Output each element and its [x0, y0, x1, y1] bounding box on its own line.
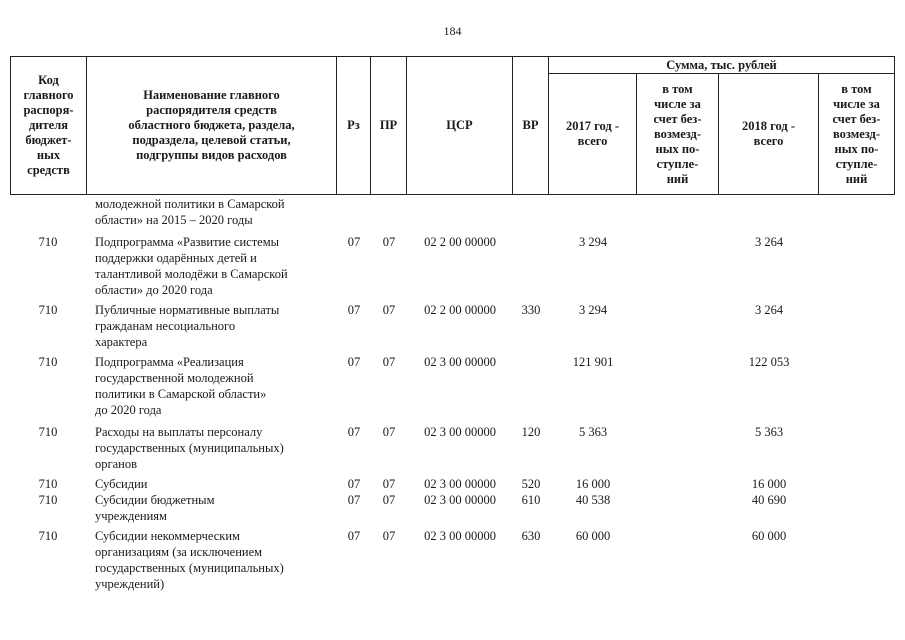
header-line: возмезд-: [832, 126, 881, 141]
cell-rz: 07: [347, 493, 361, 507]
header-kod: [11, 57, 87, 194]
cell-rz: 07: [347, 235, 361, 249]
header-total-2018: [719, 74, 819, 194]
header-sum-title: Сумма, тыс. рублей: [549, 57, 894, 74]
cell-rz: 07: [347, 477, 361, 491]
cell-csr: 02 2 00 00000: [424, 303, 496, 317]
cell-csr: 02 3 00 00000: [424, 355, 496, 369]
name-line: Расходы на выплаты персоналу: [95, 425, 263, 439]
header-total-2017: [549, 74, 637, 194]
cell-csr: 02 3 00 00000: [424, 425, 496, 439]
header-line: всего: [577, 134, 608, 148]
cell-csr: 02 3 00 00000: [424, 493, 496, 507]
cell-csr: 02 3 00 00000: [424, 477, 496, 491]
header-line: ступле-: [656, 156, 699, 171]
cell-rz: 07: [347, 355, 361, 369]
header-line: Наименование главного: [143, 88, 280, 102]
header-line: средств: [27, 163, 70, 177]
header-line: числе за: [654, 96, 701, 111]
cell-kod: 710: [38, 529, 58, 543]
header-line: распоря-: [23, 103, 74, 117]
cell-kod: 710: [38, 303, 58, 317]
name-line: характера: [95, 335, 148, 349]
cell-pr: 07: [382, 493, 396, 507]
name-line: области» на 2015 – 2020 годы: [95, 213, 253, 227]
header-csr: ЦСР: [407, 57, 513, 194]
header-line: Код: [38, 73, 59, 87]
cell-sum-2017: 60 000: [575, 529, 611, 543]
cell-pr: 07: [382, 425, 396, 439]
cell-sum-2017: 3 294: [578, 235, 608, 249]
cell-name: [95, 528, 340, 592]
header-line: 2018 год -: [742, 119, 795, 133]
cell-name: [95, 476, 340, 492]
cell-pr: 07: [382, 355, 396, 369]
header-incl-2017: [637, 74, 719, 194]
header-line: распорядителя средств: [146, 103, 277, 117]
cell-name: [95, 424, 340, 472]
cell-pr: 07: [382, 477, 396, 491]
header-line: главного: [23, 88, 74, 102]
cell-sum-2017: 40 538: [575, 493, 611, 507]
header-line: ных: [36, 148, 61, 162]
header-incl-2018: [819, 74, 894, 194]
name-line: Подпрограмма «Реализация: [95, 355, 244, 369]
cell-sum-2018: 3 264: [754, 303, 784, 317]
header-pr: ПР: [371, 57, 407, 194]
name-line: органов: [95, 457, 138, 471]
header-line: счет без-: [832, 111, 881, 126]
name-line: государственных (муниципальных): [95, 441, 284, 455]
name-line: политики в Самарской области»: [95, 387, 267, 401]
cell-rz: 07: [347, 303, 361, 317]
cell-sum-2018: 5 363: [754, 425, 784, 439]
name-line: Субсидии бюджетным: [95, 493, 215, 507]
cell-rz: 07: [347, 425, 361, 439]
cell-kod: 710: [38, 425, 58, 439]
cell-vr: 520: [521, 477, 541, 491]
name-line: Субсидии некоммерческим: [95, 529, 240, 543]
cell-vr: 330: [521, 303, 541, 317]
cell-sum-2018: 3 264: [754, 235, 784, 249]
name-line: поддержки одарённых детей и: [95, 251, 257, 265]
cell-sum-2018: 122 053: [748, 355, 790, 369]
header-line: областного бюджета, раздела,: [128, 118, 295, 132]
cell-sum-2017: 121 901: [572, 355, 614, 369]
header-line: подгруппы видов расходов: [136, 148, 287, 162]
name-line: Публичные нормативные выплаты: [95, 303, 280, 317]
header-line: числе за: [833, 96, 880, 111]
cell-kod: 710: [38, 355, 58, 369]
header-line: ных по-: [655, 141, 700, 156]
cell-vr: 120: [521, 425, 541, 439]
name-line: области» до 2020 года: [95, 283, 213, 297]
cell-kod: 710: [38, 477, 58, 491]
header-line: ний: [845, 171, 868, 186]
cell-pr: 07: [382, 235, 396, 249]
header-line: в том: [841, 81, 872, 96]
name-line: государственной молодежной: [95, 371, 254, 385]
name-line: гражданам несоциального: [95, 319, 236, 333]
cell-name: [95, 302, 340, 350]
name-line: талантливой молодёжи в Самарской: [95, 267, 288, 281]
header-line: дителя: [29, 118, 68, 132]
table-header: [10, 56, 895, 195]
name-line: учреждениям: [95, 509, 167, 523]
header-name: [87, 57, 337, 194]
cell-name: [95, 196, 340, 228]
header-line: всего: [753, 134, 784, 148]
cell-pr: 07: [382, 529, 396, 543]
cell-name: [95, 354, 340, 418]
header-line: счет без-: [653, 111, 702, 126]
cell-sum-2018: 16 000: [751, 477, 787, 491]
cell-pr: 07: [382, 303, 396, 317]
cell-sum-2018: 40 690: [751, 493, 787, 507]
name-line: учреждений): [95, 577, 165, 591]
name-line: до 2020 года: [95, 403, 162, 417]
cell-name: [95, 492, 340, 524]
name-line: государственных (муниципальных): [95, 561, 284, 575]
header-line: подраздела, целевой статьи,: [132, 133, 291, 147]
cell-csr: 02 3 00 00000: [424, 529, 496, 543]
cell-name: [95, 234, 340, 298]
cell-sum-2017: 3 294: [578, 303, 608, 317]
name-line: организациям (за исключением: [95, 545, 263, 559]
cell-csr: 02 2 00 00000: [424, 235, 496, 249]
name-line: Подпрограмма «Развитие системы: [95, 235, 280, 249]
cell-sum-2017: 5 363: [578, 425, 608, 439]
page-number: 184: [443, 24, 462, 38]
name-line: молодежной политики в Самарской: [95, 197, 285, 211]
header-line: ступле-: [835, 156, 878, 171]
header-line: возмезд-: [653, 126, 702, 141]
header-line: 2017 год -: [566, 119, 619, 133]
header-line: ний: [666, 171, 689, 186]
header-line: в том: [662, 81, 693, 96]
cell-kod: 710: [38, 235, 58, 249]
cell-rz: 07: [347, 529, 361, 543]
header-vr: ВР: [513, 57, 549, 194]
cell-sum-2017: 16 000: [575, 477, 611, 491]
cell-vr: 610: [521, 493, 541, 507]
cell-kod: 710: [38, 493, 58, 507]
header-rz: Рз: [337, 57, 371, 194]
header-line: ных по-: [834, 141, 879, 156]
cell-vr: 630: [521, 529, 541, 543]
cell-sum-2018: 60 000: [751, 529, 787, 543]
header-line: бюджет-: [25, 133, 72, 147]
name-line: Субсидии: [95, 477, 148, 491]
